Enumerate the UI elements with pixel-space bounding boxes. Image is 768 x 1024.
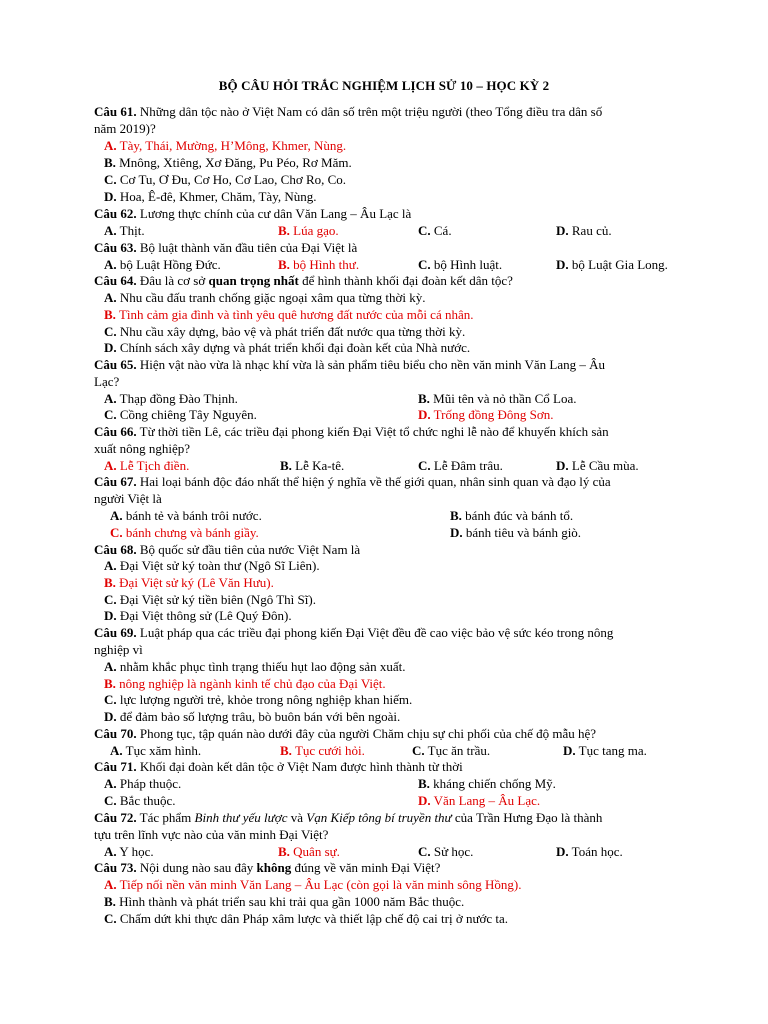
option-72-b: B. Quân sự. [278, 844, 340, 859]
option-69-a: A. nhằm khắc phục tình trạng thiếu hụt lao động sản xuất. [104, 659, 406, 674]
question-63 [94, 240, 357, 256]
option-64-b: B. Tình cảm gia đình và tình yêu quê hương đất nước của mỗi cá nhân. [104, 307, 474, 322]
question-number: Câu 70. [94, 726, 137, 741]
option-67-d: D. bánh tiêu và bánh giò. [450, 525, 582, 540]
question-number: Câu 67. [94, 474, 137, 489]
question-68 [94, 542, 360, 558]
option-64-c: C. Nhu cầu xây dựng, bảo vệ và phát triển đất nước qua từng thời kỳ. [104, 324, 466, 339]
option-63-a: A. bộ Luật Hồng Đức. [104, 257, 221, 272]
question-number: Câu 62. [94, 206, 137, 221]
question-70 [94, 726, 596, 742]
question-69 [94, 625, 613, 641]
option-71-d: D. Văn Lang – Âu Lạc. [418, 793, 541, 808]
option-65-d: D. Trống đồng Đông Sơn. [418, 407, 554, 422]
option-68-c: C. Đại Việt sử ký tiền biên (Ngô Thì Sĩ). [104, 592, 316, 607]
work-title-1: Binh thư yếu lược [194, 810, 288, 825]
option-68-d: D. Đại Việt thông sử (Lê Quý Đôn). [104, 608, 292, 623]
question-65 [94, 357, 605, 373]
option-71-b: B. kháng chiến chống Mỹ. [418, 776, 556, 791]
option-61-d: D. Hoa, Ê-đê, Khmer, Chăm, Tày, Nùng. [104, 189, 317, 204]
emphasis-text: không [256, 860, 292, 875]
question-number: Câu 71. [94, 759, 137, 774]
question-text-cont: người Việt là [94, 491, 162, 506]
option-62-d: D. Rau củ. [556, 223, 612, 238]
option-61-a: A. Tày, Thái, Mường, H’Mông, Khmer, Nùng. [104, 138, 347, 153]
question-number: Câu 69. [94, 625, 137, 640]
question-text-cont: nghiệp vì [94, 642, 143, 657]
option-62-a: A. Thịt. [104, 223, 145, 238]
question-number: Câu 64. [94, 273, 137, 288]
option-62-b: B. Lúa gạo. [278, 223, 339, 238]
question-number: Câu 63. [94, 240, 137, 255]
work-title-2: Vạn Kiếp tông bí truyền thư [306, 810, 452, 825]
option-70-c: C. Tục ăn trầu. [412, 743, 491, 758]
option-69-c: C. lực lượng người trẻ, khỏe trong nông nghiệp khan hiếm. [104, 692, 413, 707]
question-text-cont: năm 2019)? [94, 121, 156, 136]
question-number: Câu 72. [94, 810, 137, 825]
option-71-c: C. Bắc thuộc. [104, 793, 176, 808]
option-65-b: B. Mũi tên và nỏ thần Cổ Loa. [418, 391, 577, 406]
document-title: BỘ CÂU HỎI TRẮC NGHIỆM LỊCH SỬ 10 – HỌC KỲ 2 [218, 78, 550, 93]
option-66-d: D. Lễ Cầu mùa. [556, 458, 639, 473]
option-61-c: C. Cơ Tu, Ơ Đu, Cơ Ho, Cơ Lao, Chơ Ro, Co. [104, 172, 347, 187]
option-65-a: A. Thạp đồng Đào Thịnh. [104, 391, 238, 406]
option-69-d: D. để đảm bảo số lượng trâu, bò buôn bán với bên ngoài. [104, 709, 401, 724]
question-71 [94, 759, 463, 775]
option-69-b: B. nông nghiệp là ngành kinh tế chủ đạo của Đại Việt. [104, 676, 386, 691]
option-66-a: A. Lễ Tịch điền. [104, 458, 190, 473]
question-67 [94, 474, 611, 490]
option-63-d: D. bộ Luật Gia Long. [556, 257, 668, 272]
question-64: Câu 64. Đâu là cơ sở quan trọng nhất để hình thành khối đại đoàn kết dân tộc? [94, 273, 513, 288]
option-70-a: A. Tục xăm hình. [110, 743, 202, 758]
question-text: Những dân tộc nào ở Việt Nam có dân số trên một triệu người (theo Tổng điều tra dân số [139, 104, 603, 119]
option-68-b: B. Đại Việt sử ký (Lê Văn Hưu). [104, 575, 274, 590]
question-66 [94, 424, 609, 440]
question-text: Từ thời tiền Lê, các triều đại phong kiến Đại Việt tổ chức nghi lễ nào để khuyến khích sản [139, 424, 609, 439]
option-61-b: B. Mnông, Xtiêng, Xơ Đăng, Pu Péo, Rơ Măm. [104, 155, 352, 170]
option-73-a: A. Tiếp nối nền văn minh Văn Lang – Âu Lạc (còn gọi là văn minh sông Hồng). [104, 877, 522, 892]
question-61 [94, 104, 602, 120]
question-number: Câu 61. [94, 104, 137, 119]
question-text-cont: Lạc? [94, 374, 120, 389]
question-text: Phong tục, tập quán nào dưới đây của người Chăm chịu sự chi phối của chế độ mẫu hệ? [139, 726, 597, 741]
question-text: Hiện vật nào vừa là nhạc khí vừa là sản phẩm tiêu biểu cho nền văn minh Văn Lang – Âu [139, 357, 605, 372]
option-67-b: B. bánh đúc và bánh tổ. [450, 508, 574, 523]
option-73-b: B. Hình thành và phát triển sau khi trải qua gần 1000 năm Bắc thuộc. [104, 894, 465, 909]
option-66-c: C. Lễ Đâm trâu. [418, 458, 503, 473]
emphasis-text: quan trọng nhất [208, 273, 299, 288]
question-text-cont: xuất nông nghiệp? [94, 441, 191, 456]
question-text: Khối đại đoàn kết dân tộc ở Việt Nam được hình thành từ thời [139, 759, 463, 774]
option-68-a: A. Đại Việt sử ký toàn thư (Ngô Sĩ Liên). [104, 558, 320, 573]
option-62-c: C. Cá. [418, 223, 452, 238]
option-64-d: D. Chính sách xây dựng và phát triển khối đại đoàn kết của Nhà nước. [104, 340, 471, 355]
question-text: Bộ quốc sử đầu tiên của nước Việt Nam là [139, 542, 361, 557]
question-62 [94, 206, 411, 222]
option-63-b: B. bộ Hình thư. [278, 257, 360, 272]
question-number: Câu 65. [94, 357, 137, 372]
question-number: Câu 68. [94, 542, 137, 557]
question-text: Luật pháp qua các triều đại phong kiến Đại Việt đều đề cao việc bảo vệ sức kéo trong nông [139, 625, 614, 640]
option-63-c: C. bộ Hình luật. [418, 257, 503, 272]
option-71-a: A. Pháp thuộc. [104, 776, 182, 791]
question-text: Lương thực chính của cư dân Văn Lang – Âu Lạc là [139, 206, 412, 221]
question-72: Câu 72. Tác phẩm Binh thư yếu lược và Vạn Kiếp tông bí truyền thư của Trần Hưng Đạo là thành [94, 810, 603, 825]
option-70-d: D. Tục tang ma. [563, 743, 647, 758]
option-65-c: C. Cồng chiêng Tây Nguyên. [104, 407, 257, 422]
question-number: Câu 66. [94, 424, 137, 439]
option-67-c: C. bánh chưng và bánh giầy. [110, 525, 259, 540]
question-73: Câu 73. Nội dung nào sau đây không đúng về văn minh Đại Việt? [94, 860, 441, 875]
option-73-c: C. Chấm dứt khi thực dân Pháp xâm lược và thiết lập chế độ cai trị ở nước ta. [104, 911, 509, 926]
option-72-d: D. Toán học. [556, 844, 623, 859]
option-67-a: A. bánh tẻ và bánh trôi nước. [110, 508, 262, 523]
question-text: Bộ luật thành văn đầu tiên của Đại Việt là [139, 240, 358, 255]
question-text: Hai loại bánh độc đáo nhất thể hiện ý nghĩa về thế giới quan, nhân sinh quan và đạo lý của [139, 474, 611, 489]
option-72-a: A. Y học. [104, 844, 154, 859]
option-72-c: C. Sử học. [418, 844, 474, 859]
option-64-a: A. Nhu cầu đấu tranh chống giặc ngoại xâm qua từng thời kỳ. [104, 290, 426, 305]
question-text-cont: tựu trên lĩnh vực nào của văn minh Đại Việt? [94, 827, 329, 842]
option-66-b: B. Lễ Ka-tê. [280, 458, 345, 473]
question-number: Câu 73. [94, 860, 137, 875]
option-70-b: B. Tục cưới hỏi. [280, 743, 365, 758]
